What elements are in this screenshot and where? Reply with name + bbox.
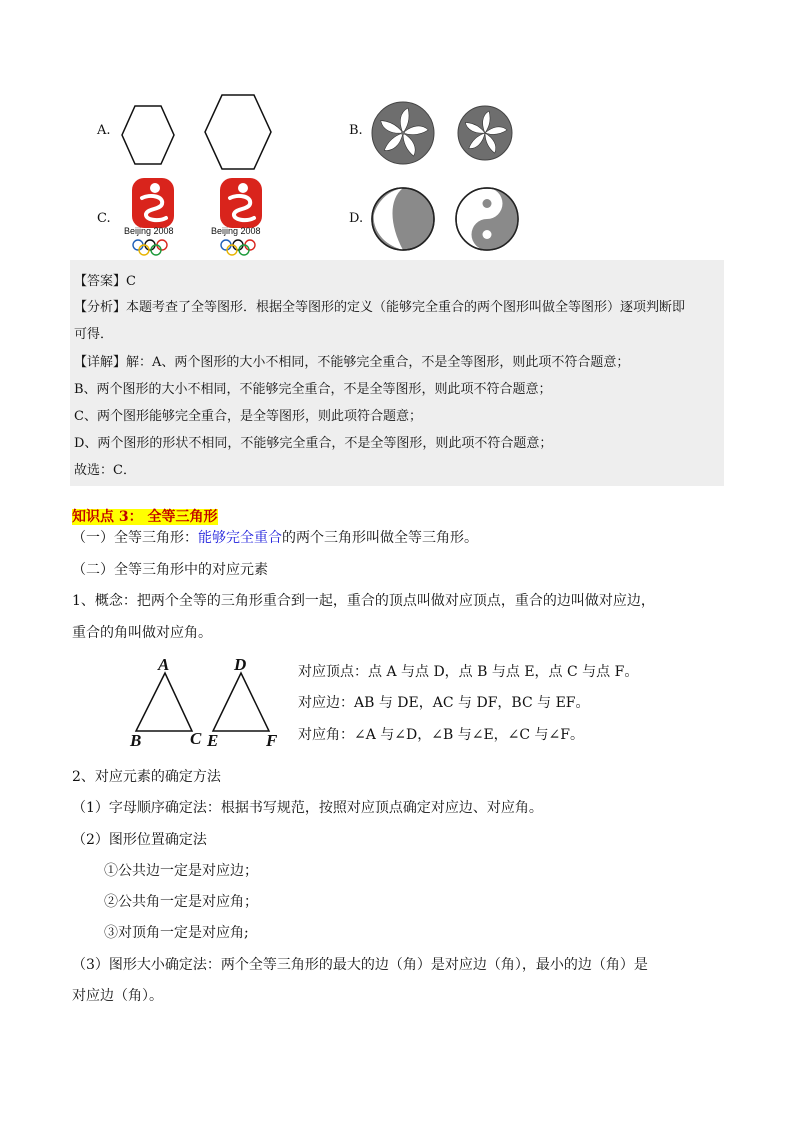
concept-line-1: 1、概念：把两个全等的三角形重合到一起，重合的顶点叫做对应顶点，重合的边叫做对应边， [72,593,655,609]
method-title: 2、对应元素的确定方法 [72,769,221,785]
beijing-logo-left-icon [120,176,186,258]
section-two-title: （二）全等三角形中的对应元素 [72,562,268,578]
option-d-label: D. [349,211,364,226]
kp-title-text: 知识点 3： 全等三角形 [72,509,218,525]
method-2c: ③对顶角一定是对应角; [104,925,249,941]
method-2b: ②公共角一定是对应角； [104,894,258,910]
corresponding-angles: 对应角：∠A 与∠D，∠B 与∠E，∠C 与∠F。 [298,727,585,743]
def-prefix: （一）全等三角形： [72,530,198,546]
vertex-d-label: D [234,655,247,674]
detail-line-b: B、两个图形的大小不相同，不能够完全重合，不是全等图形，则此项不符合题意； [74,382,552,397]
large-hexagon [202,92,274,172]
small-bauhinia-emblem-icon [456,104,514,162]
vertex-a-label: A [158,655,170,674]
detail-line: 【详解】解：A、两个图形的大小不相同，不能够完全重合，不是全等图形，则此项不符合题意； [74,355,630,370]
yin-yang-icon [454,186,520,252]
conclusion-line: 故选：C． [74,463,136,478]
vertex-e-label: E [207,731,219,750]
vertex-f-label: F [266,731,278,750]
detail-line-d: D、两个图形的形状不相同，不能够完全重合，不是全等图形，则此项不符合题意； [74,436,553,451]
crescent-circle-icon [370,186,436,252]
answer-line: 【答案】C [74,274,136,289]
large-bauhinia-emblem-icon [370,100,436,166]
congruent-triangles-diagram [128,665,288,740]
logo-text-right: Beijing 2008 [211,226,261,236]
vertex-c-label: C [190,729,202,748]
knowledge-point-title [72,506,218,526]
option-b-label: B. [349,123,363,138]
logo-text-left: Beijing 2008 [124,226,174,236]
analysis-line-cont: 可得． [74,327,114,342]
option-c-label: C. [97,211,111,226]
method-3-line-2: 对应边（角）。 [72,988,163,1004]
option-a-label: A. [97,123,111,138]
corresponding-vertices: 对应顶点：点 A 与点 D，点 B 与点 E，点 C 与点 F。 [298,664,639,680]
definition-line [72,527,478,547]
vertex-b-label: B [130,731,142,750]
method-3-line-1: （3）图形大小确定法：两个全等三角形的最大的边（角）是对应边（角），最小的边（角）是 [72,957,648,973]
answer-box [70,260,724,486]
analysis-line: 【分析】本题考查了全等图形．根据全等图形的定义（能够完全重合的两个图形叫做全等图形）逐项判断即 [74,300,686,315]
corresponding-sides: 对应边：AB 与 DE，AC 与 DF，BC 与 EF。 [298,695,590,711]
method-2a: ①公共边一定是对应边； [104,863,258,879]
method-2: （2）图形位置确定法 [72,832,207,848]
concept-line-2: 重合的角叫做对应角。 [72,625,212,641]
detail-line-c: C、两个图形能够完全重合，是全等图形，则此项符合题意； [74,409,422,424]
method-1: （1）字母顺序确定法：根据书写规范，按照对应顶点确定对应边、对应角。 [72,800,543,816]
def-suffix: 的两个三角形叫做全等三角形。 [282,530,478,546]
def-highlight: 能够完全重合 [198,530,282,546]
beijing-logo-right-icon [206,176,276,258]
small-hexagon [118,103,178,167]
